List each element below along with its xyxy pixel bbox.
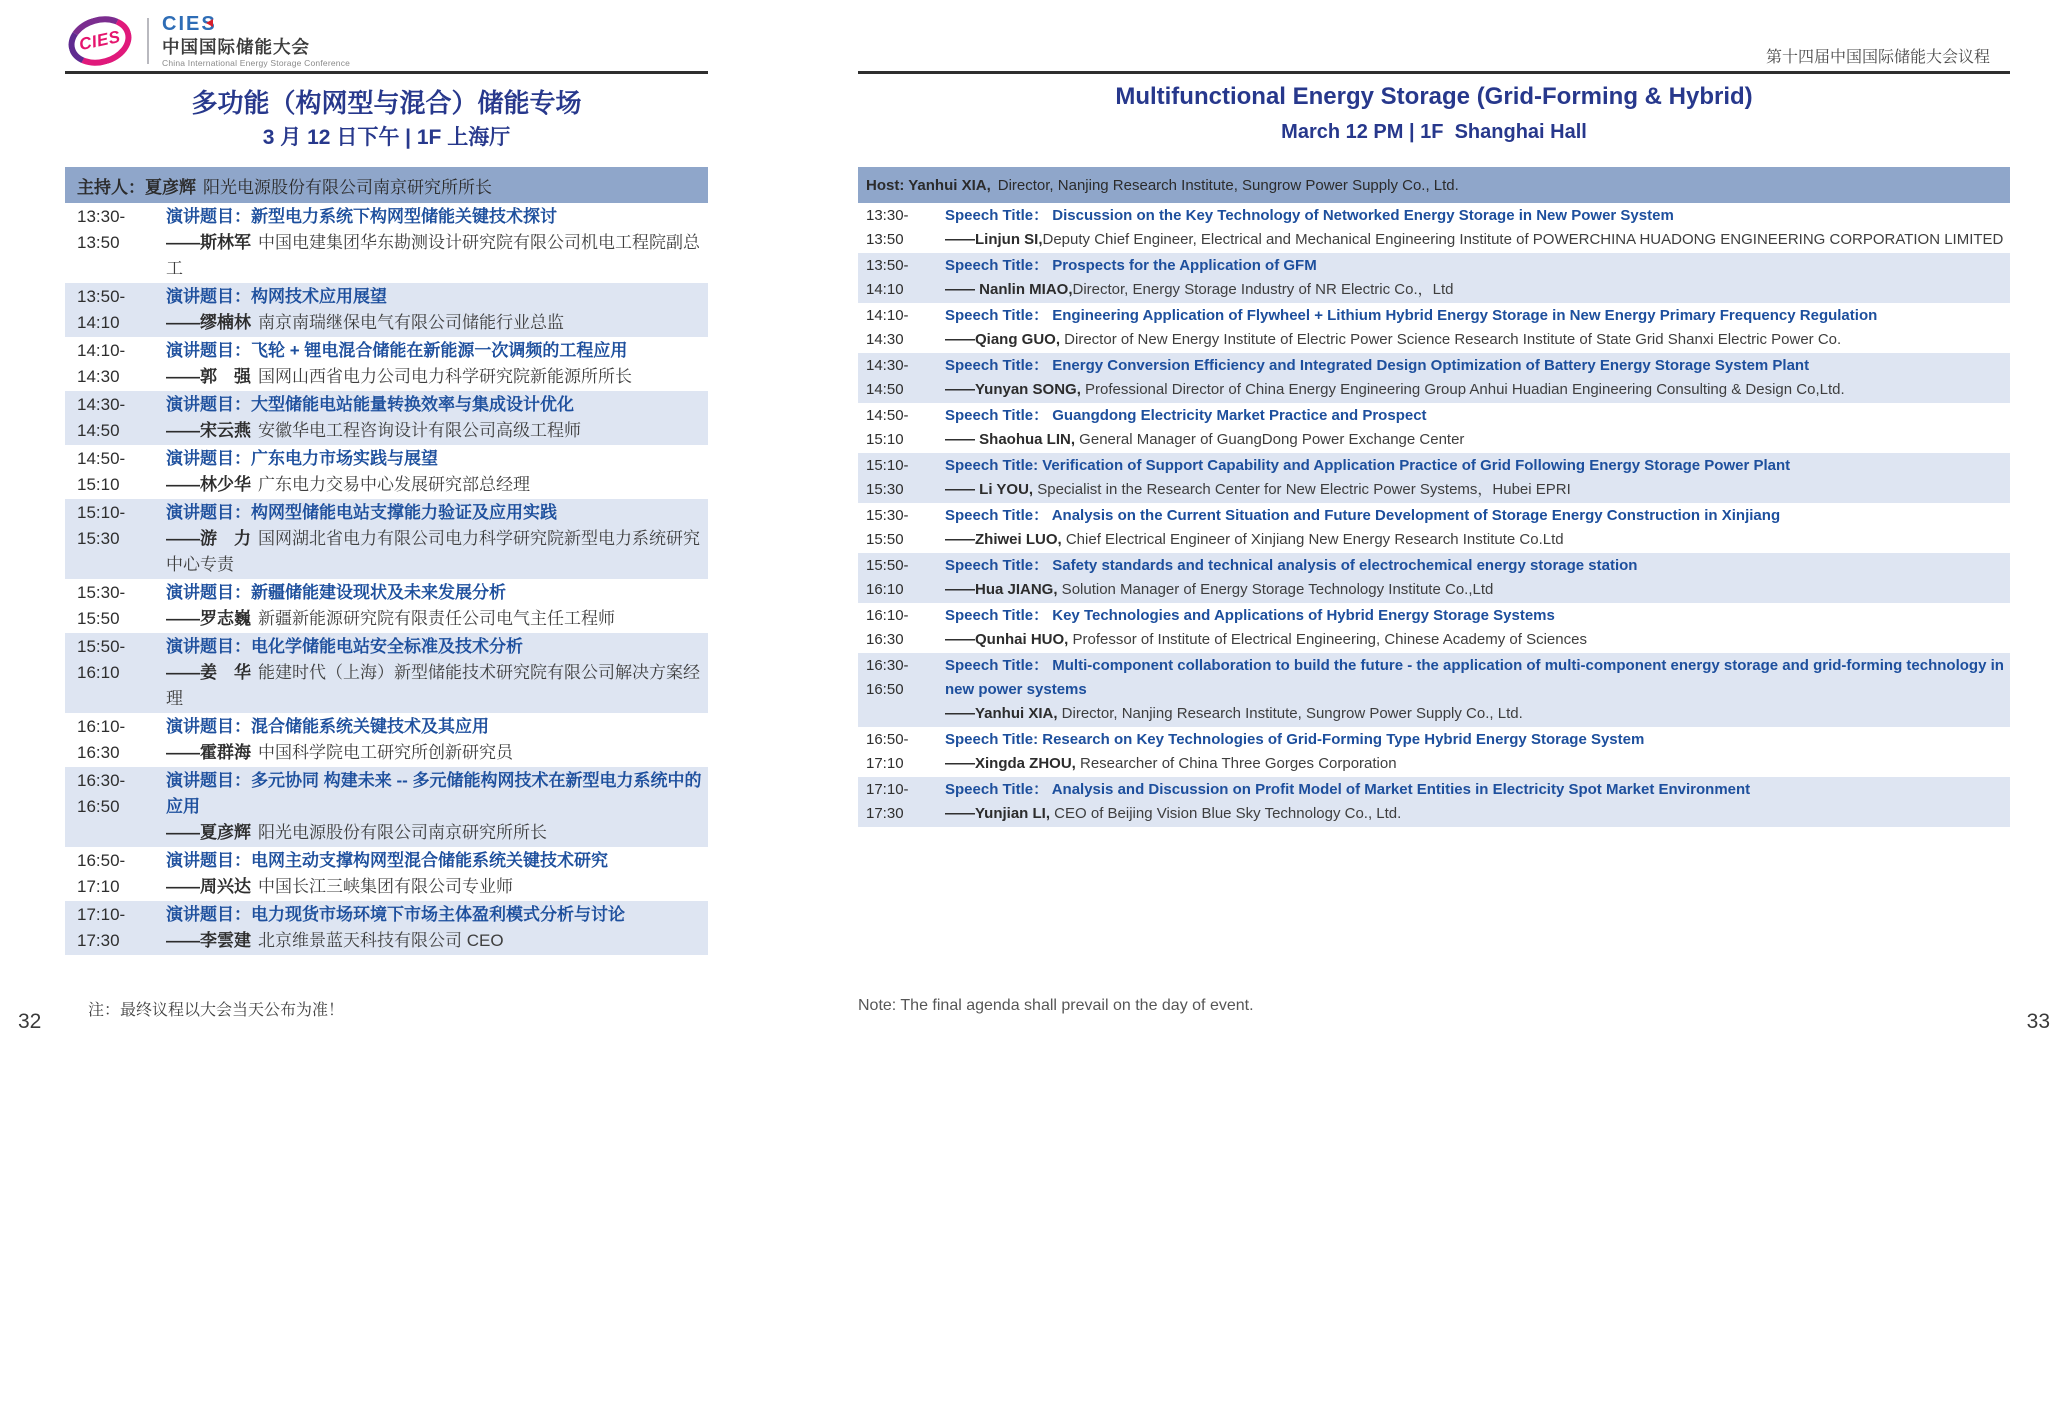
session-rows-cn <box>65 203 708 955</box>
session-time: 16:30-16:50 <box>866 657 909 698</box>
speaker-affiliation: Director, Nanjing Research Institute, Sungrow Power Supply Co., Ltd. <box>1057 705 1523 722</box>
speaker-affiliation: Specialist in the Research Center for New Electric Power Systems，Hubei EPRI <box>1033 481 1571 498</box>
speaker-affiliation: 能建时代（上海）新型储能技术研究院有限公司解决方案经理 <box>166 663 700 708</box>
session-row <box>858 203 2010 253</box>
session-time: 15:50-16:10 <box>866 557 909 598</box>
speaker-line <box>166 874 702 900</box>
speaker-name: ——姜 华 <box>166 663 251 682</box>
session-time: 14:10-14:30 <box>866 307 909 348</box>
session-time: 13:30-13:50 <box>77 207 126 252</box>
session-title-en: Multifunctional Energy Storage (Grid-Forming & Hybrid) <box>1115 83 1753 110</box>
speaker-line <box>945 628 2004 652</box>
page-right <box>858 0 2010 1401</box>
speech-title: Speech Title： Energy Conversion Efficiency and Integrated Design Optimization of Battery Energy Storage System Plant <box>945 357 1810 374</box>
speaker-affiliation: 南京南瑞继保电气有限公司储能行业总监 <box>258 313 564 332</box>
session-row <box>65 847 708 901</box>
brand-name-cn: 中国国际储能大会 <box>162 36 310 57</box>
session-row <box>858 503 2010 553</box>
speaker-line <box>945 478 2004 502</box>
session-row <box>858 653 2010 727</box>
speech-title: 演讲题目：广东电力市场实践与展望 <box>166 449 438 468</box>
session-row <box>858 253 2010 303</box>
session-row <box>65 901 708 955</box>
speaker-line <box>166 364 702 390</box>
speaker-line <box>166 418 702 444</box>
session-row <box>65 633 708 713</box>
speaker-line <box>945 578 2004 602</box>
speaker-name: ——Qiang GUO, <box>945 331 1061 348</box>
brand-name-en: China International Energy Storage Conference <box>162 58 351 69</box>
session-time: 16:50-17:10 <box>866 731 909 772</box>
speaker-line <box>945 528 2004 552</box>
session-time: 17:10-17:30 <box>866 781 909 822</box>
session-row <box>858 453 2010 503</box>
session-time: 15:50-16:10 <box>77 637 126 682</box>
speaker-name: ——Qunhai HUO, <box>945 631 1069 648</box>
session-time: 16:50-17:10 <box>77 851 126 896</box>
cies-logo-badge-text: CIES <box>77 26 123 55</box>
speaker-name: ——周兴达 <box>166 877 251 896</box>
speech-title: Speech Title: Research on Key Technologies of Grid-Forming Type Hybrid Energy Storage System <box>945 731 1645 748</box>
session-row <box>858 727 2010 777</box>
speaker-affiliation: Deputy Chief Engineer, Electrical and Mechanical Engineering Institute of POWERCHINA HUADONG ENGINEERING CORPORATION LIMITED <box>1042 231 2004 248</box>
speaker-line <box>166 310 702 336</box>
speaker-line <box>945 428 2004 452</box>
session-time: 13:50-14:10 <box>77 287 126 332</box>
speaker-affiliation: 中国长江三峡集团有限公司专业师 <box>258 877 513 896</box>
speaker-name: ——Yunjian LI, <box>945 805 1051 822</box>
session-row <box>65 391 708 445</box>
speech-title: Speech Title： Discussion on the Key Technology of Networked Energy Storage in New Power System <box>945 207 1674 224</box>
speaker-name: ——Xingda ZHOU, <box>945 755 1076 772</box>
speaker-name: ——李雲建 <box>166 931 251 950</box>
footer-note-cn: 注：最终议程以大会当天公布为准！ <box>88 1002 345 1019</box>
session-time: 15:10-15:30 <box>77 503 126 548</box>
session-row <box>65 499 708 579</box>
session-rows-en <box>858 203 2010 827</box>
speaker-affiliation: Researcher of China Three Gorges Corporation <box>1075 755 1397 772</box>
speaker-affiliation: 国网湖北省电力有限公司电力科学研究院新型电力系统研究中心专责 <box>166 529 700 574</box>
speaker-line <box>945 802 2004 826</box>
speech-title: Speech Title： Prospects for the Application of GFM <box>945 257 1317 274</box>
speaker-name: —— Li YOU, <box>945 481 1034 498</box>
session-time: 14:10-14:30 <box>77 341 126 386</box>
speaker-affiliation: Chief Electrical Engineer of Xinjiang New Energy Research Institute Co.Ltd <box>1061 531 1564 548</box>
page-left <box>65 0 708 1401</box>
session-row <box>65 579 708 633</box>
speaker-name: ——Yanhui XIA, <box>945 705 1058 722</box>
speaker-name: ——罗志巍 <box>166 609 251 628</box>
session-row <box>858 777 2010 827</box>
speaker-line <box>166 740 702 766</box>
speaker-affiliation: 中国科学院电工研究所创新研究员 <box>258 743 513 762</box>
speaker-name: —— Nanlin MIAO, <box>945 281 1073 298</box>
speaker-line <box>166 928 702 954</box>
session-time: 16:30-16:50 <box>77 771 126 816</box>
host-affiliation: 阳光电源股份有限公司南京研究所所长 <box>203 177 492 197</box>
speaker-name: ——Yunyan SONG, <box>945 381 1081 398</box>
speaker-name: ——夏彦辉 <box>166 823 251 842</box>
speaker-affiliation: 国网山西省电力公司电力科学研究院新能源所所长 <box>258 367 632 386</box>
session-row <box>858 403 2010 453</box>
session-row <box>858 353 2010 403</box>
speech-title: 演讲题目：构网型储能电站支撑能力验证及应用实践 <box>166 503 557 522</box>
agenda-table-en <box>858 167 2010 827</box>
host-row <box>858 167 2010 203</box>
speech-title: Speech Title： Analysis on the Current Situation and Future Development of Storage Energy Construction in Xinjiang <box>945 507 1781 524</box>
speaker-affiliation: 新疆新能源研究院有限责任公司电气主任工程师 <box>258 609 615 628</box>
speaker-name: ——Linjun SI, <box>945 231 1043 248</box>
session-row <box>65 203 708 283</box>
speaker-name: ——缪楠林 <box>166 313 251 332</box>
speaker-name: —— Shaohua LIN, <box>945 431 1076 448</box>
speaker-name: ——林少华 <box>166 475 251 494</box>
speech-title: Speech Title： Engineering Application of Flywheel + Lithium Hybrid Energy Storage in New Energy Primary Frequency Regulation <box>945 307 1878 324</box>
speaker-affiliation: General Manager of GuangDong Power Exchange Center <box>1075 431 1465 448</box>
session-time: 15:30-15:50 <box>77 583 126 628</box>
speech-title: Speech Title: Verification of Support Capability and Application Practice of Grid Following Energy Storage Power Plant <box>945 457 1791 474</box>
session-row <box>65 337 708 391</box>
speech-title: Speech Title： Guangdong Electricity Market Practice and Prospect <box>945 407 1427 424</box>
speech-title: 演讲题目：飞轮 + 锂电混合储能在新能源一次调频的工程应用 <box>166 341 628 360</box>
footer-note-en: Note: The final agenda shall prevail on the day of event. <box>858 997 1254 1014</box>
speech-title: 演讲题目：构网技术应用展望 <box>166 287 387 306</box>
session-time: 14:30-14:50 <box>866 357 909 398</box>
session-row <box>858 303 2010 353</box>
speaker-affiliation: 阳光电源股份有限公司南京研究所所长 <box>258 823 547 842</box>
session-time: 16:10-16:30 <box>866 607 909 648</box>
speech-title: Speech Title： Analysis and Discussion on Profit Model of Market Entities in Electricity Spot Market Environment <box>945 781 1751 798</box>
session-time: 16:10-16:30 <box>77 717 126 762</box>
speaker-line <box>945 228 2004 252</box>
session-datetime-cn: 3 月 12 日下午 | 1F 上海厅 <box>262 126 511 149</box>
speaker-line <box>945 378 2004 402</box>
speaker-affiliation: CEO of Beijing Vision Blue Sky Technology Co., Ltd. <box>1050 805 1402 822</box>
speaker-name: ——斯林军 <box>166 233 251 252</box>
speaker-line <box>945 702 2004 726</box>
speech-title: Speech Title： Key Technologies and Applications of Hybrid Energy Storage Systems <box>945 607 1555 624</box>
session-time: 13:30-13:50 <box>866 207 909 248</box>
session-time: 15:10-15:30 <box>866 457 909 498</box>
speaker-affiliation: Professor of Institute of Electrical Engineering, Chinese Academy of Sciences <box>1068 631 1587 648</box>
brand-acronym-text: CIES <box>162 13 217 36</box>
speaker-name: ——霍群海 <box>166 743 251 762</box>
session-time: 14:50-15:10 <box>866 407 909 448</box>
page-number-right: 33 <box>2026 1010 2050 1033</box>
session-time: 14:30-14:50 <box>77 395 126 440</box>
speech-title: 演讲题目：电网主动支撑构网型混合储能系统关键技术研究 <box>166 851 608 870</box>
speaker-line <box>945 278 2004 302</box>
session-time: 17:10-17:30 <box>77 905 126 950</box>
speech-title: 演讲题目：混合储能系统关键技术及其应用 <box>166 717 489 736</box>
host-label: 主持人：夏彦辉 <box>77 177 196 197</box>
speaker-affiliation: 中国电建集团华东勘测设计研究院有限公司机电工程院副总工 <box>166 233 700 278</box>
session-row <box>65 713 708 767</box>
session-row <box>858 553 2010 603</box>
speech-title: 演讲题目：多元协同 构建未来 -- 多元储能构网技术在新型电力系统中的应用 <box>166 771 702 816</box>
session-row <box>65 283 708 337</box>
speech-title: Speech Title： Multi-component collaboration to build the future - the application of multi-component energy storage and grid-forming technology in new power systems <box>945 657 2004 698</box>
session-time: 13:50-14:10 <box>866 257 909 298</box>
speech-title: 演讲题目：电力现货市场环境下市场主体盈利模式分析与讨论 <box>166 905 625 924</box>
speaker-affiliation: Director of New Energy Institute of Electric Power Science Research Institute of State Grid Shanxi Electric Power Co. <box>1060 331 1842 348</box>
session-time: 15:30-15:50 <box>866 507 909 548</box>
speech-title: 演讲题目：大型储能电站能量转换效率与集成设计优化 <box>166 395 574 414</box>
speech-title: 演讲题目：新型电力系统下构网型储能关键技术探讨 <box>166 207 557 226</box>
session-datetime-en: March 12 PM | 1F Shanghai Hall <box>1281 121 1587 143</box>
speaker-name: ——宋云燕 <box>166 421 251 440</box>
session-row <box>65 767 708 847</box>
speaker-line <box>166 526 702 578</box>
page-number-left: 32 <box>18 1010 42 1033</box>
speaker-line <box>166 606 702 632</box>
speaker-affiliation: Professional Director of China Energy Engineering Group Anhui Huadian Engineering Consulting & Design Co,Ltd. <box>1080 381 1845 398</box>
session-row <box>65 445 708 499</box>
speaker-line <box>166 660 702 712</box>
speaker-name: ——游 力 <box>166 529 251 548</box>
speech-title: 演讲题目：电化学储能电站安全标准及技术分析 <box>166 637 523 656</box>
speaker-affiliation: Solution Manager of Energy Storage Technology Institute Co.,Ltd <box>1057 581 1494 598</box>
speaker-line <box>166 472 702 498</box>
speaker-affiliation: 广东电力交易中心发展研究部总经理 <box>258 475 530 494</box>
session-title-cn: 多功能（构网型与混合）储能专场 <box>191 88 582 118</box>
speaker-name: ——Zhiwei LUO, <box>945 531 1062 548</box>
speaker-affiliation: 安徽华电工程咨询设计有限公司高级工程师 <box>258 421 581 440</box>
speaker-affiliation: Director, Energy Storage Industry of NR Electric Co.，Ltd <box>1072 281 1454 298</box>
speech-title: 演讲题目：新疆储能建设现状及未来发展分析 <box>166 583 506 602</box>
speaker-line <box>945 328 2004 352</box>
edition-label: 第十四届中国国际储能大会议程 <box>1765 49 1990 66</box>
host-row <box>65 167 708 203</box>
host-affiliation: Director, Nanjing Research Institute, Sungrow Power Supply Co., Ltd. <box>997 176 1459 194</box>
session-time: 14:50-15:10 <box>77 449 126 494</box>
speaker-line <box>166 820 702 846</box>
host-label: Host: Yanhui XIA, <box>866 176 991 194</box>
speaker-name: ——郭 强 <box>166 367 251 386</box>
speech-title: Speech Title： Safety standards and technical analysis of electrochemical energy storage station <box>945 557 1638 574</box>
speaker-line <box>945 752 2004 776</box>
speaker-line <box>166 230 702 282</box>
speaker-name: ——Hua JIANG, <box>945 581 1058 598</box>
session-row <box>858 603 2010 653</box>
agenda-table-cn <box>65 167 708 955</box>
speaker-affiliation: 北京维景蓝天科技有限公司 CEO <box>258 931 504 950</box>
